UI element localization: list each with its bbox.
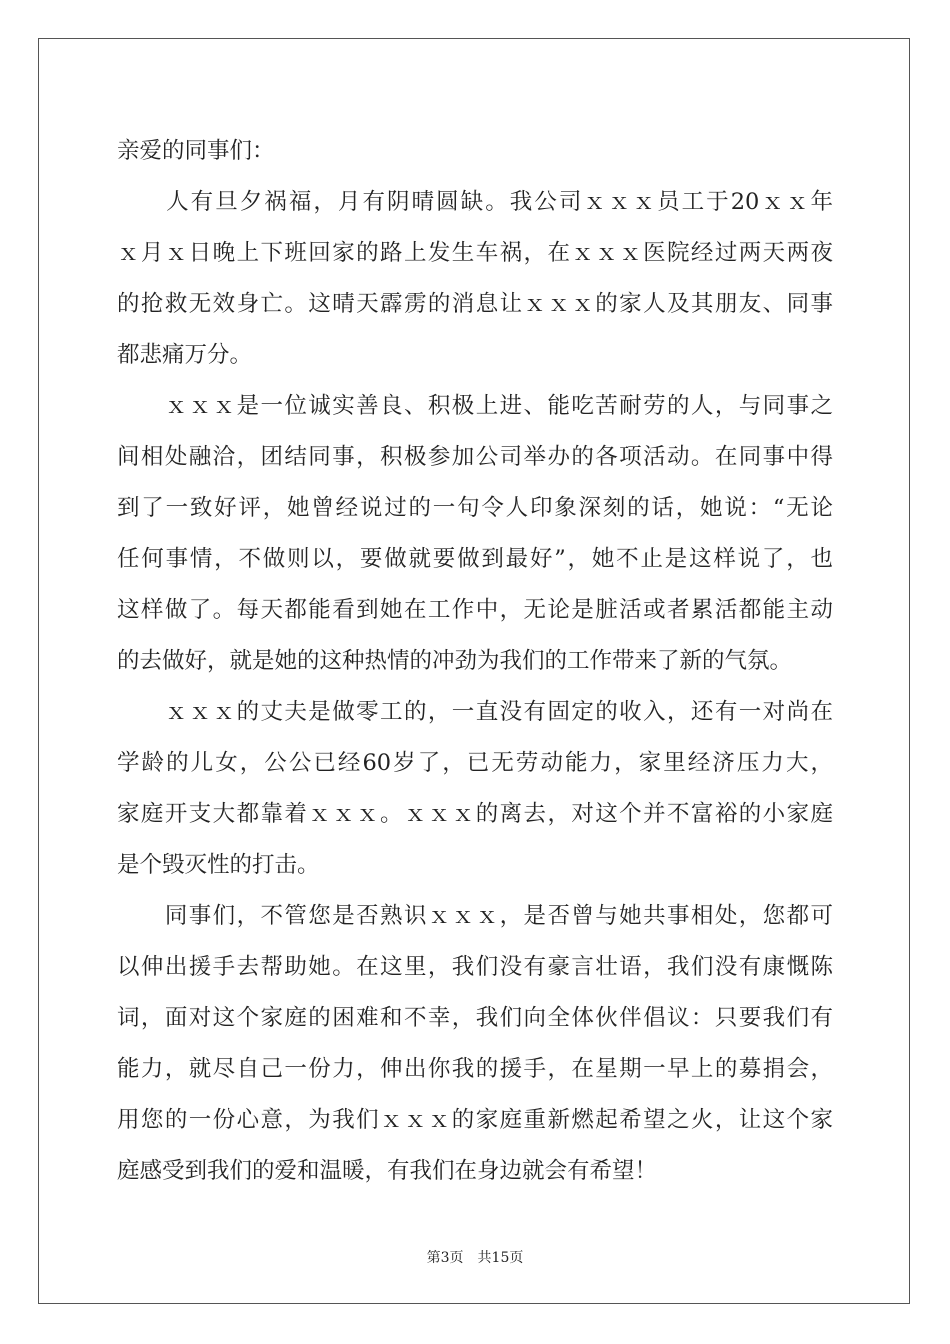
page-total: 共15页	[477, 1250, 524, 1266]
text-line: ｘｘｘ是一位诚实善良、积极上进、能吃苦耐劳的人，与同事之	[117, 393, 833, 419]
text-line: 间相处融洽，团结同事，积极参加公司举办的各项活动。在同事中得	[117, 444, 833, 470]
text-line: 以伸出援手去帮助她。在这里，我们没有豪言壮语，我们没有康慨陈	[117, 954, 833, 980]
text-line: 这样做了。每天都能看到她在工作中，无论是脏活或者累活都能主动	[117, 597, 833, 623]
text-line: 庭感受到我们的爱和温暖，有我们在身边就会有希望！	[117, 1158, 658, 1184]
text-line: 人有旦夕祸福，月有阴晴圆缺。我公司ｘｘｘ员工于20ｘｘ年	[117, 189, 833, 215]
text-line: ｘ月ｘ日晚上下班回家的路上发生车祸，在ｘｘｘ医院经过两天两夜	[117, 240, 833, 266]
text-line: 同事们，不管您是否熟识ｘｘｘ，是否曾与她共事相处，您都可	[117, 903, 833, 929]
text-line: 的抢救无效身亡。这晴天霹雳的消息让ｘｘｘ的家人及其朋友、同事	[117, 291, 833, 317]
text-line: 都悲痛万分。	[117, 342, 253, 368]
text-line: 词，面对这个家庭的困难和不幸，我们向全体伙伴倡议：只要我们有	[117, 1005, 833, 1031]
letter-body	[117, 126, 833, 1197]
page-footer	[0, 1248, 950, 1268]
text-line: ｘｘｘ的丈夫是做零工的，一直没有固定的收入，还有一对尚在	[117, 699, 833, 725]
text-line: 能力，就尽自己一份力，伸出你我的援手，在星期一早上的募捐会，	[117, 1056, 833, 1082]
page-number: 第3页	[426, 1250, 464, 1266]
text-line: 的去做好，就是她的这种热情的冲劲为我们的工作带来了新的气氛。	[117, 648, 793, 674]
text-line: 任何事情，不做则以，要做就要做到最好”，她不止是这样说了，也	[117, 546, 833, 572]
text-line: 学龄的儿女，公公已经60岁了，已无劳动能力，家里经济压力大，	[117, 750, 833, 776]
text-line: 用您的一份心意，为我们ｘｘｘ的家庭重新燃起希望之火，让这个家	[117, 1107, 833, 1133]
text-line: 是个毁灭性的打击。	[117, 852, 320, 878]
salutation: 亲爱的同事们：	[117, 138, 275, 164]
text-line: 到了一致好评，她曾经说过的一句令人印象深刻的话，她说：“无论	[117, 495, 833, 521]
text-line: 家庭开支大都靠着ｘｘｘ。ｘｘｘ的离去，对这个并不富裕的小家庭	[117, 801, 833, 827]
